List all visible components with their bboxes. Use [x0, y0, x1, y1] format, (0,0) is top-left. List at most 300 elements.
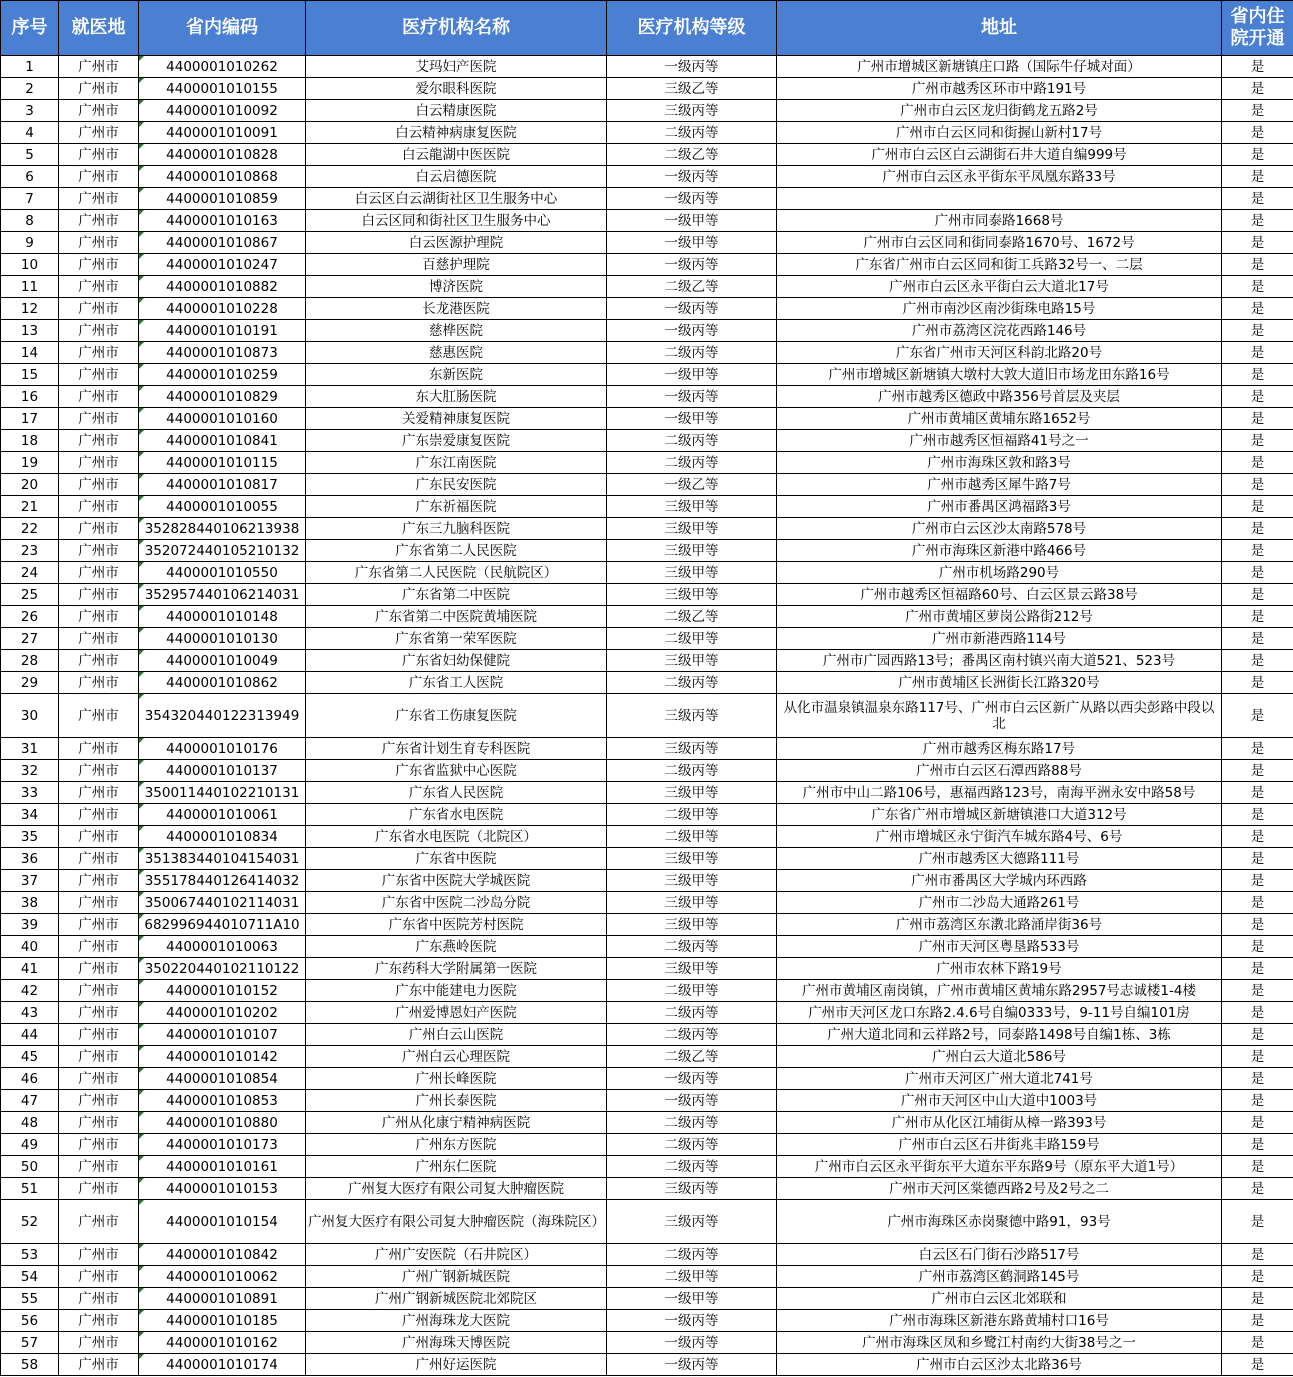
cell-inpatient: 是 — [1222, 584, 1293, 606]
cell-level: 三级甲等 — [607, 540, 777, 562]
table-row — [1, 694, 1293, 738]
cell-city: 广州市 — [59, 738, 139, 760]
table-row — [1, 1112, 1293, 1134]
cell-index: 41 — [1, 958, 59, 980]
cell-city: 广州市 — [59, 320, 139, 342]
cell-level: 二级丙等 — [607, 1244, 777, 1266]
cell-index: 43 — [1, 1002, 59, 1024]
cell-address: 白云区石门街石沙路517号 — [777, 1244, 1222, 1266]
cell-code: 682996944010711A10 — [139, 914, 306, 936]
cell-code: 355178440126414032 — [139, 870, 306, 892]
cell-address: 广州市增城区新塘镇大墩村大敦大道旧市场龙田东路16号 — [777, 364, 1222, 386]
cell-code: 350067440102114031 — [139, 892, 306, 914]
cell-index: 40 — [1, 936, 59, 958]
cell-inpatient: 是 — [1222, 1068, 1293, 1090]
cell-level: 一级丙等 — [607, 188, 777, 210]
cell-city: 广州市 — [59, 1288, 139, 1310]
table-row — [1, 1024, 1293, 1046]
cell-address: 广州市天河区粤垦路533号 — [777, 936, 1222, 958]
table-row — [1, 1156, 1293, 1178]
cell-name: 爱尔眼科医院 — [306, 78, 607, 100]
cell-code: 352828440106213938 — [139, 518, 306, 540]
cell-inpatient: 是 — [1222, 628, 1293, 650]
cell-name: 广州东方医院 — [306, 1134, 607, 1156]
cell-level: 二级丙等 — [607, 936, 777, 958]
table-row — [1, 496, 1293, 518]
cell-inpatient: 是 — [1222, 276, 1293, 298]
cell-level: 二级丙等 — [607, 1002, 777, 1024]
cell-index: 24 — [1, 562, 59, 584]
cell-level: 二级甲等 — [607, 628, 777, 650]
cell-level: 二级丙等 — [607, 122, 777, 144]
table-row — [1, 1178, 1293, 1200]
cell-index: 16 — [1, 386, 59, 408]
cell-level: 一级丙等 — [607, 1068, 777, 1090]
cell-level: 二级甲等 — [607, 1266, 777, 1288]
cell-code: 352957440106214031 — [139, 584, 306, 606]
cell-index: 45 — [1, 1046, 59, 1068]
cell-city: 广州市 — [59, 188, 139, 210]
cell-code: 4400001010842 — [139, 1244, 306, 1266]
header-code: 省内编码 — [139, 1, 306, 56]
cell-code: 4400001010161 — [139, 1156, 306, 1178]
cell-index: 44 — [1, 1024, 59, 1046]
cell-index: 18 — [1, 430, 59, 452]
cell-level: 二级丙等 — [607, 672, 777, 694]
cell-level: 三级甲等 — [607, 892, 777, 914]
cell-code: 4400001010142 — [139, 1046, 306, 1068]
cell-name: 广东三九脑科医院 — [306, 518, 607, 540]
table-row — [1, 540, 1293, 562]
cell-code: 4400001010882 — [139, 276, 306, 298]
table-row — [1, 298, 1293, 320]
cell-inpatient: 是 — [1222, 1156, 1293, 1178]
cell-city: 广州市 — [59, 452, 139, 474]
cell-name: 广东省工伤康复医院 — [306, 694, 607, 738]
cell-inpatient: 是 — [1222, 56, 1293, 78]
cell-name: 东新医院 — [306, 364, 607, 386]
cell-level: 一级甲等 — [607, 408, 777, 430]
table-row — [1, 738, 1293, 760]
cell-inpatient: 是 — [1222, 826, 1293, 848]
cell-code: 4400001010247 — [139, 254, 306, 276]
cell-inpatient: 是 — [1222, 1288, 1293, 1310]
cell-name: 广东省人民医院 — [306, 782, 607, 804]
table-row — [1, 188, 1293, 210]
cell-address: 广州市从化区江埔街从樟一路393号 — [777, 1112, 1222, 1134]
cell-address: 广州市白云区北郊联和 — [777, 1288, 1222, 1310]
cell-inpatient: 是 — [1222, 1024, 1293, 1046]
cell-index: 21 — [1, 496, 59, 518]
cell-index: 52 — [1, 1200, 59, 1244]
cell-inpatient: 是 — [1222, 760, 1293, 782]
cell-inpatient: 是 — [1222, 144, 1293, 166]
table-row — [1, 1288, 1293, 1310]
cell-index: 15 — [1, 364, 59, 386]
cell-inpatient: 是 — [1222, 540, 1293, 562]
cell-inpatient: 是 — [1222, 188, 1293, 210]
cell-city: 广州市 — [59, 1200, 139, 1244]
cell-index: 2 — [1, 78, 59, 100]
cell-address: 广州市荔湾区鹤洞路145号 — [777, 1266, 1222, 1288]
cell-address: 广东省广州市天河区科韵北路20号 — [777, 342, 1222, 364]
cell-code: 4400001010191 — [139, 320, 306, 342]
cell-name: 白云医源护理院 — [306, 232, 607, 254]
cell-inpatient: 是 — [1222, 738, 1293, 760]
cell-inpatient: 是 — [1222, 804, 1293, 826]
cell-index: 37 — [1, 870, 59, 892]
cell-address: 广州市白云区永平街东平凤凰东路33号 — [777, 166, 1222, 188]
cell-city: 广州市 — [59, 122, 139, 144]
cell-city: 广州市 — [59, 1178, 139, 1200]
cell-city: 广州市 — [59, 1068, 139, 1090]
cell-name: 广东省中医院 — [306, 848, 607, 870]
cell-city: 广州市 — [59, 914, 139, 936]
table-row — [1, 1354, 1293, 1376]
cell-inpatient: 是 — [1222, 650, 1293, 672]
cell-name: 广东省水电医院（北院区） — [306, 826, 607, 848]
cell-inpatient: 是 — [1222, 298, 1293, 320]
cell-address: 广州市白云区龙归街鹤龙五路2号 — [777, 100, 1222, 122]
cell-level: 三级甲等 — [607, 782, 777, 804]
cell-name: 广东省第二中医院 — [306, 584, 607, 606]
cell-index: 19 — [1, 452, 59, 474]
cell-inpatient: 是 — [1222, 430, 1293, 452]
cell-code: 4400001010155 — [139, 78, 306, 100]
table-row — [1, 1090, 1293, 1112]
cell-level: 三级甲等 — [607, 848, 777, 870]
cell-address: 广州市海珠区敦和路3号 — [777, 452, 1222, 474]
cell-code: 4400001010828 — [139, 144, 306, 166]
cell-index: 27 — [1, 628, 59, 650]
cell-name: 白云精神病康复医院 — [306, 122, 607, 144]
cell-level: 一级丙等 — [607, 298, 777, 320]
cell-code: 4400001010891 — [139, 1288, 306, 1310]
cell-level: 一级丙等 — [607, 254, 777, 276]
cell-name: 广东中能建电力医院 — [306, 980, 607, 1002]
cell-name: 东大肛肠医院 — [306, 386, 607, 408]
cell-address: 广州市黄埔区黄埔东路1652号 — [777, 408, 1222, 430]
cell-inpatient: 是 — [1222, 914, 1293, 936]
cell-code: 4400001010262 — [139, 56, 306, 78]
cell-level: 二级甲等 — [607, 980, 777, 1002]
table-row — [1, 1068, 1293, 1090]
cell-inpatient: 是 — [1222, 1244, 1293, 1266]
cell-index: 38 — [1, 892, 59, 914]
cell-name: 白云区同和街社区卫生服务中心 — [306, 210, 607, 232]
cell-level: 一级丙等 — [607, 320, 777, 342]
cell-level: 三级甲等 — [607, 518, 777, 540]
cell-index: 35 — [1, 826, 59, 848]
cell-city: 广州市 — [59, 1332, 139, 1354]
cell-name: 广东药科大学附属第一医院 — [306, 958, 607, 980]
table-row — [1, 386, 1293, 408]
cell-code: 4400001010092 — [139, 100, 306, 122]
cell-level: 一级丙等 — [607, 166, 777, 188]
cell-level: 二级丙等 — [607, 1134, 777, 1156]
cell-code: 4400001010853 — [139, 1090, 306, 1112]
table-row — [1, 78, 1293, 100]
cell-address: 广州市越秀区犀牛路7号 — [777, 474, 1222, 496]
cell-code: 352072440105210132 — [139, 540, 306, 562]
cell-code: 4400001010160 — [139, 408, 306, 430]
cell-inpatient: 是 — [1222, 562, 1293, 584]
cell-index: 26 — [1, 606, 59, 628]
cell-index: 23 — [1, 540, 59, 562]
cell-level: 二级丙等 — [607, 1156, 777, 1178]
cell-address: 广州市白云区同和街同泰路1670号、1672号 — [777, 232, 1222, 254]
cell-inpatient: 是 — [1222, 1200, 1293, 1244]
header-name: 医疗机构名称 — [306, 1, 607, 56]
cell-city: 广州市 — [59, 298, 139, 320]
cell-name: 广东省第一荣军医院 — [306, 628, 607, 650]
cell-level: 一级丙等 — [607, 1332, 777, 1354]
cell-code: 4400001010862 — [139, 672, 306, 694]
cell-code: 4400001010880 — [139, 1112, 306, 1134]
cell-name: 广州好运医院 — [306, 1354, 607, 1376]
cell-city: 广州市 — [59, 254, 139, 276]
cell-code: 4400001010185 — [139, 1310, 306, 1332]
table-row — [1, 980, 1293, 1002]
cell-city: 广州市 — [59, 364, 139, 386]
table-row — [1, 144, 1293, 166]
cell-level: 二级乙等 — [607, 144, 777, 166]
cell-index: 4 — [1, 122, 59, 144]
cell-name: 百慈护理院 — [306, 254, 607, 276]
table-row — [1, 122, 1293, 144]
cell-city: 广州市 — [59, 760, 139, 782]
cell-level: 一级甲等 — [607, 210, 777, 232]
cell-city: 广州市 — [59, 936, 139, 958]
header-index: 序号 — [1, 1, 59, 56]
cell-address: 广州市番禺区大学城内环西路 — [777, 870, 1222, 892]
cell-code: 4400001010154 — [139, 1200, 306, 1244]
cell-code: 4400001010162 — [139, 1332, 306, 1354]
cell-inpatient: 是 — [1222, 100, 1293, 122]
cell-city: 广州市 — [59, 870, 139, 892]
table-row — [1, 914, 1293, 936]
table-row — [1, 1266, 1293, 1288]
cell-inpatient: 是 — [1222, 958, 1293, 980]
cell-inpatient: 是 — [1222, 232, 1293, 254]
cell-level: 二级乙等 — [607, 606, 777, 628]
cell-code: 4400001010550 — [139, 562, 306, 584]
cell-name: 广州广钢新城医院北郊院区 — [306, 1288, 607, 1310]
cell-address: 广州市天河区龙口东路2.4.6号自编0333号，9-11号自编101房 — [777, 1002, 1222, 1024]
table-row — [1, 1046, 1293, 1068]
cell-address: 广州市天河区棠德西路2号及2号之二 — [777, 1178, 1222, 1200]
cell-city: 广州市 — [59, 1112, 139, 1134]
cell-address: 广州市海珠区新港东路黄埔村口16号 — [777, 1310, 1222, 1332]
cell-name: 广州长泰医院 — [306, 1090, 607, 1112]
cell-name: 广东省中医院二沙岛分院 — [306, 892, 607, 914]
cell-code: 4400001010130 — [139, 628, 306, 650]
cell-inpatient: 是 — [1222, 320, 1293, 342]
cell-address: 广州市二沙岛大通路261号 — [777, 892, 1222, 914]
cell-inpatient: 是 — [1222, 474, 1293, 496]
cell-address: 广州市中山二路106号，惠福西路123号，南海平洲永安中路58号 — [777, 782, 1222, 804]
cell-index: 30 — [1, 694, 59, 738]
cell-index: 55 — [1, 1288, 59, 1310]
cell-code: 4400001010841 — [139, 430, 306, 452]
cell-code: 4400001010115 — [139, 452, 306, 474]
cell-level: 三级丙等 — [607, 1200, 777, 1244]
cell-code: 4400001010152 — [139, 980, 306, 1002]
table-row — [1, 760, 1293, 782]
cell-index: 17 — [1, 408, 59, 430]
cell-code: 4400001010859 — [139, 188, 306, 210]
cell-name: 白云区白云湖街社区卫生服务中心 — [306, 188, 607, 210]
cell-inpatient: 是 — [1222, 518, 1293, 540]
header-inpatient: 省内住院开通 — [1222, 1, 1293, 56]
cell-name: 广州广安医院（石井院区） — [306, 1244, 607, 1266]
cell-city: 广州市 — [59, 694, 139, 738]
table-row — [1, 1134, 1293, 1156]
cell-address: 广州市增城区永宁街汽车城东路4号、6号 — [777, 826, 1222, 848]
cell-level: 三级丙等 — [607, 100, 777, 122]
cell-index: 49 — [1, 1134, 59, 1156]
cell-inpatient: 是 — [1222, 892, 1293, 914]
cell-inpatient: 是 — [1222, 1046, 1293, 1068]
table-row — [1, 804, 1293, 826]
cell-name: 广东省监狱中心医院 — [306, 760, 607, 782]
cell-code: 4400001010062 — [139, 1266, 306, 1288]
cell-address: 广州市同泰路1668号 — [777, 210, 1222, 232]
table-row — [1, 584, 1293, 606]
cell-code: 4400001010867 — [139, 232, 306, 254]
cell-city: 广州市 — [59, 430, 139, 452]
cell-address: 广州市白云区沙太南路578号 — [777, 518, 1222, 540]
cell-city: 广州市 — [59, 408, 139, 430]
cell-inpatient: 是 — [1222, 936, 1293, 958]
table-row — [1, 56, 1293, 78]
cell-level: 二级丙等 — [607, 1024, 777, 1046]
cell-code: 4400001010063 — [139, 936, 306, 958]
cell-index: 7 — [1, 188, 59, 210]
table-row — [1, 232, 1293, 254]
header-city: 就医地 — [59, 1, 139, 56]
cell-address: 广州市白云区沙太北路36号 — [777, 1354, 1222, 1376]
cell-city: 广州市 — [59, 672, 139, 694]
cell-index: 1 — [1, 56, 59, 78]
table-row — [1, 518, 1293, 540]
table-row — [1, 210, 1293, 232]
cell-name: 广东省妇幼保健院 — [306, 650, 607, 672]
cell-address: 广州市白云区永平街东平大道东平东路9号（原东平大道1号） — [777, 1156, 1222, 1178]
cell-name: 慈惠医院 — [306, 342, 607, 364]
cell-name: 广东江南医院 — [306, 452, 607, 474]
cell-index: 50 — [1, 1156, 59, 1178]
table-row — [1, 870, 1293, 892]
cell-city: 广州市 — [59, 782, 139, 804]
cell-index: 13 — [1, 320, 59, 342]
cell-city: 广州市 — [59, 628, 139, 650]
cell-inpatient: 是 — [1222, 848, 1293, 870]
cell-name: 关爱精神康复医院 — [306, 408, 607, 430]
cell-inpatient: 是 — [1222, 870, 1293, 892]
cell-address: 广州市南沙区南沙街珠电路15号 — [777, 298, 1222, 320]
cell-level: 一级丙等 — [607, 1310, 777, 1332]
cell-inpatient: 是 — [1222, 210, 1293, 232]
cell-code: 354320440122313949 — [139, 694, 306, 738]
table-row — [1, 650, 1293, 672]
cell-level: 二级丙等 — [607, 430, 777, 452]
cell-name: 艾玛妇产医院 — [306, 56, 607, 78]
cell-city: 广州市 — [59, 56, 139, 78]
cell-index: 56 — [1, 1310, 59, 1332]
cell-address — [777, 188, 1222, 210]
table-row — [1, 1332, 1293, 1354]
cell-level: 三级丙等 — [607, 694, 777, 738]
cell-index: 8 — [1, 210, 59, 232]
cell-level: 一级甲等 — [607, 232, 777, 254]
cell-code: 4400001010049 — [139, 650, 306, 672]
cell-code: 4400001010259 — [139, 364, 306, 386]
cell-code: 4400001010091 — [139, 122, 306, 144]
cell-inpatient: 是 — [1222, 78, 1293, 100]
cell-code: 4400001010202 — [139, 1002, 306, 1024]
cell-address: 广州市黄埔区长洲街长江路320号 — [777, 672, 1222, 694]
cell-city: 广州市 — [59, 496, 139, 518]
table-row — [1, 452, 1293, 474]
cell-index: 12 — [1, 298, 59, 320]
cell-city: 广州市 — [59, 342, 139, 364]
table-body — [1, 56, 1293, 1376]
cell-level: 三级丙等 — [607, 738, 777, 760]
cell-code: 350220440102110122 — [139, 958, 306, 980]
cell-city: 广州市 — [59, 606, 139, 628]
cell-city: 广州市 — [59, 232, 139, 254]
cell-name: 广东省工人医院 — [306, 672, 607, 694]
cell-address: 广州市白云区石潭西路88号 — [777, 760, 1222, 782]
cell-code: 4400001010061 — [139, 804, 306, 826]
cell-name: 广州爱博恩妇产医院 — [306, 1002, 607, 1024]
table-row — [1, 100, 1293, 122]
cell-level: 一级丙等 — [607, 1090, 777, 1112]
table-row — [1, 342, 1293, 364]
cell-address: 广州市越秀区环市中路191号 — [777, 78, 1222, 100]
cell-level: 一级甲等 — [607, 364, 777, 386]
table-row — [1, 320, 1293, 342]
cell-city: 广州市 — [59, 1354, 139, 1376]
cell-index: 3 — [1, 100, 59, 122]
cell-name: 广东省第二中医院黄埔医院 — [306, 606, 607, 628]
cell-index: 6 — [1, 166, 59, 188]
cell-inpatient: 是 — [1222, 408, 1293, 430]
cell-name: 白云启德医院 — [306, 166, 607, 188]
cell-inpatient: 是 — [1222, 1112, 1293, 1134]
cell-index: 20 — [1, 474, 59, 496]
cell-address: 广州市广园西路13号；番禺区南村镇兴南大道521、523号 — [777, 650, 1222, 672]
cell-inpatient: 是 — [1222, 980, 1293, 1002]
cell-index: 10 — [1, 254, 59, 276]
cell-city: 广州市 — [59, 386, 139, 408]
cell-address: 广州大道北同和云祥路2号，同泰路1498号自编1栋、3栋 — [777, 1024, 1222, 1046]
cell-level: 二级甲等 — [607, 804, 777, 826]
table-row — [1, 1200, 1293, 1244]
cell-address: 广州市荔湾区浣花西路146号 — [777, 320, 1222, 342]
cell-city: 广州市 — [59, 804, 139, 826]
cell-code: 4400001010834 — [139, 826, 306, 848]
cell-inpatient: 是 — [1222, 166, 1293, 188]
cell-level: 三级甲等 — [607, 958, 777, 980]
cell-name: 长龙港医院 — [306, 298, 607, 320]
cell-address: 广州市白云区永平街白云大道北17号 — [777, 276, 1222, 298]
cell-name: 广东燕岭医院 — [306, 936, 607, 958]
cell-code: 4400001010055 — [139, 496, 306, 518]
cell-inpatient: 是 — [1222, 1332, 1293, 1354]
header-address: 地址 — [777, 1, 1222, 56]
